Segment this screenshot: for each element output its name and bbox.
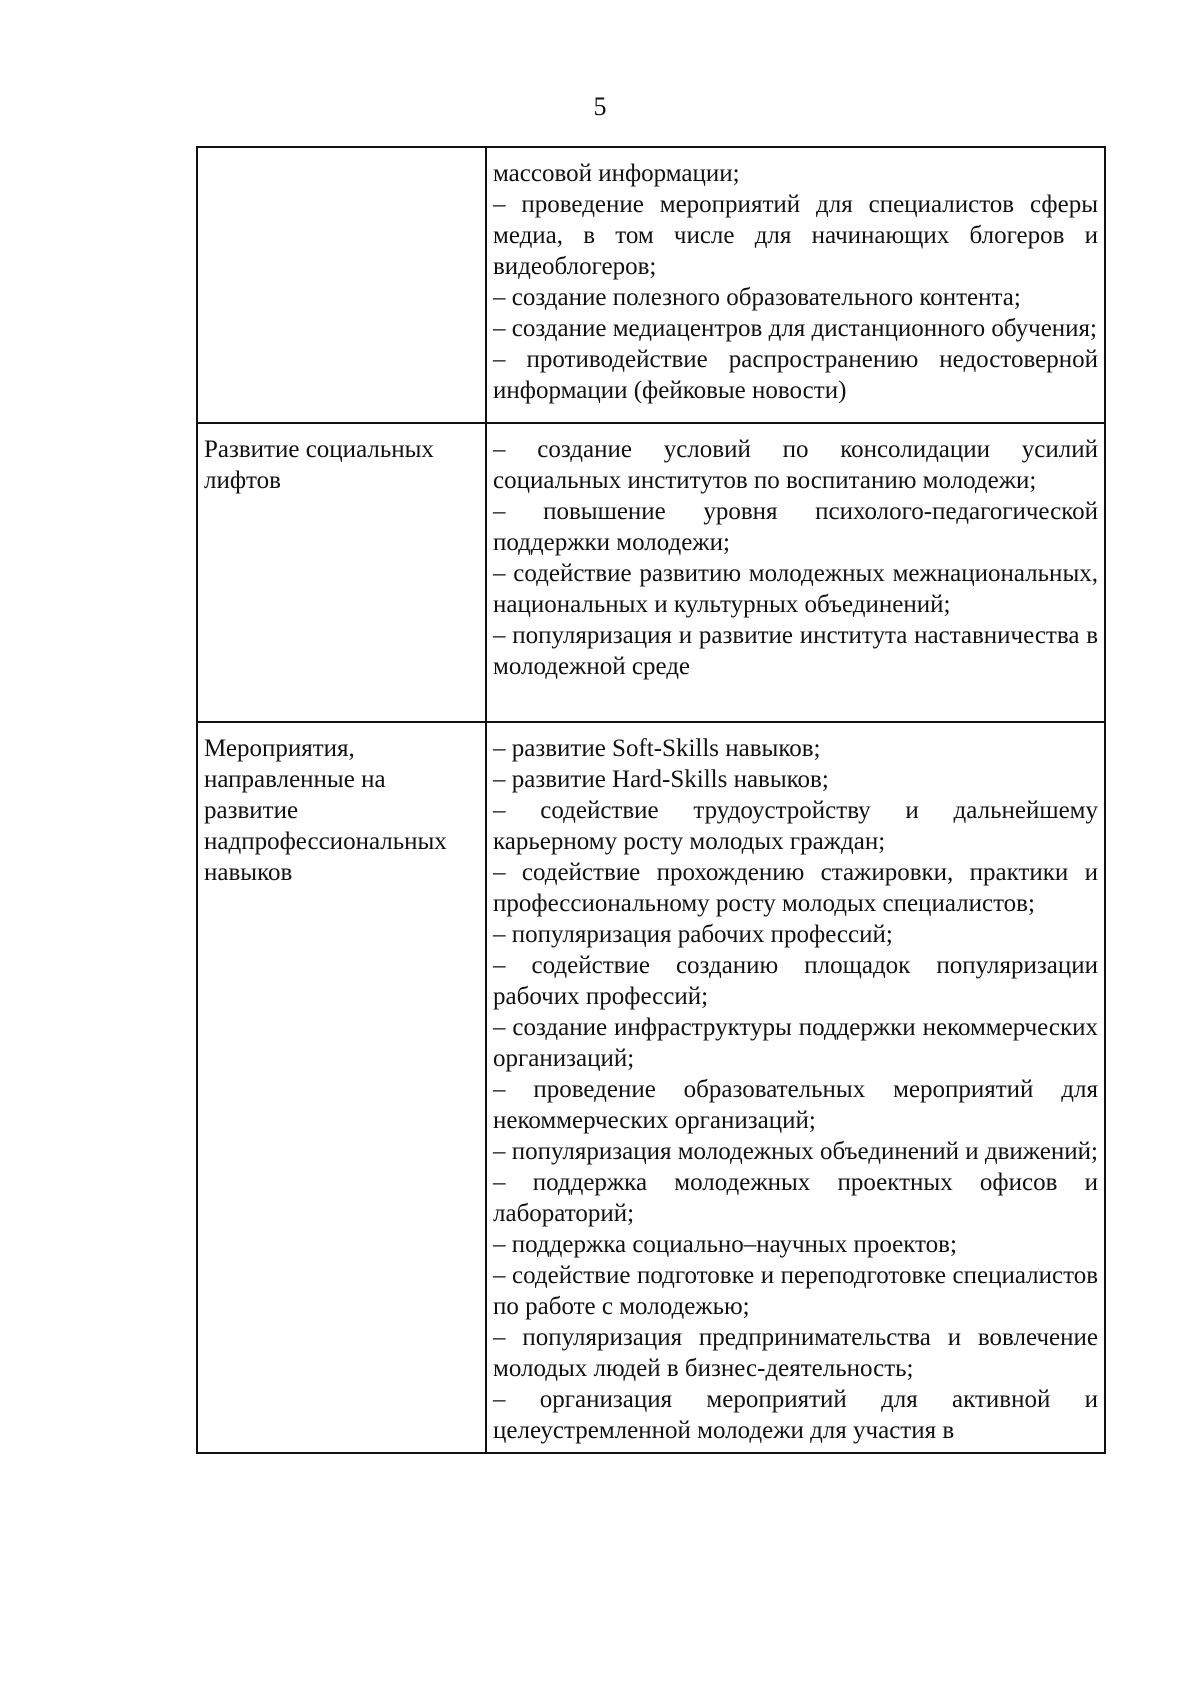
measure-item: – популяризация и развитие института наставничества в молодежной среде — [493, 622, 1098, 680]
page-number: 5 — [593, 92, 607, 121]
measures-table — [196, 146, 1106, 1454]
measure-item: массовой информации; — [493, 160, 740, 187]
measure-item: – проведение образовательных мероприятий для некоммерческих организаций; — [493, 1076, 1098, 1134]
measure-item: – создание условий по консолидации усилий социальных институтов по воспитанию молодежи; — [493, 436, 1098, 494]
measure-item: – популяризация рабочих профессий; — [493, 921, 893, 948]
measure-item: – противодействие распространению недостоверной информации (фейковые новости) — [493, 346, 1098, 404]
measure-item: – создание полезного образовательного контента; — [493, 284, 1021, 311]
measure-item: – содействие развитию молодежных межнациональных, национальных и культурных объединений; — [493, 560, 1098, 618]
measure-item: – содействие созданию площадок популяризации рабочих профессий; — [493, 952, 1098, 1010]
measure-item: – популяризация молодежных объединений и движений; — [493, 1138, 1098, 1165]
measure-item: – развитие Hard-Skills навыков; — [493, 766, 829, 793]
measure-item: – содействие трудоустройству и дальнейшему карьерному росту молодых граждан; — [493, 797, 1098, 855]
measure-item: – создание медиацентров для дистанционного обучения; — [493, 315, 1097, 342]
table-row — [197, 147, 1105, 423]
measures-cell — [486, 423, 1105, 722]
category-cell: Мероприятия, направленные на развитие надпрофессиональных навыков — [197, 722, 486, 1453]
measure-item: – проведение мероприятий для специалистов сферы медиа, в том числе для начинающих блогеров и видеоблогеров; — [493, 191, 1098, 280]
measure-item: – создание инфраструктуры поддержки некоммерческих организаций; — [493, 1014, 1098, 1072]
measures-cell — [486, 147, 1105, 423]
table-row — [197, 722, 1105, 1453]
measure-item: – популяризация предпринимательства и вовлечение молодых людей в бизнес-деятельность; — [493, 1324, 1098, 1382]
category-cell — [197, 147, 486, 423]
category-cell: Развитие социальных лифтов — [197, 423, 486, 722]
measure-item: – организация мероприятий для активной и целеустремленной молодежи для участия в — [493, 1386, 1098, 1444]
measures-cell — [486, 722, 1105, 1453]
measure-item: – поддержка социально–научных проектов; — [493, 1231, 957, 1258]
measure-item: – повышение уровня психолого-педагогической поддержки молодежи; — [493, 498, 1098, 556]
table-row — [197, 423, 1105, 722]
measure-item: – содействие подготовке и переподготовке специалистов по работе с молодежью; — [493, 1262, 1098, 1320]
measure-item: – содействие прохождению стажировки, практики и профессиональному росту молодых специалистов; — [493, 859, 1098, 917]
measure-item: – поддержка молодежных проектных офисов и лабораторий; — [493, 1169, 1098, 1227]
measure-item: – развитие Soft-Skills навыков; — [493, 735, 821, 762]
